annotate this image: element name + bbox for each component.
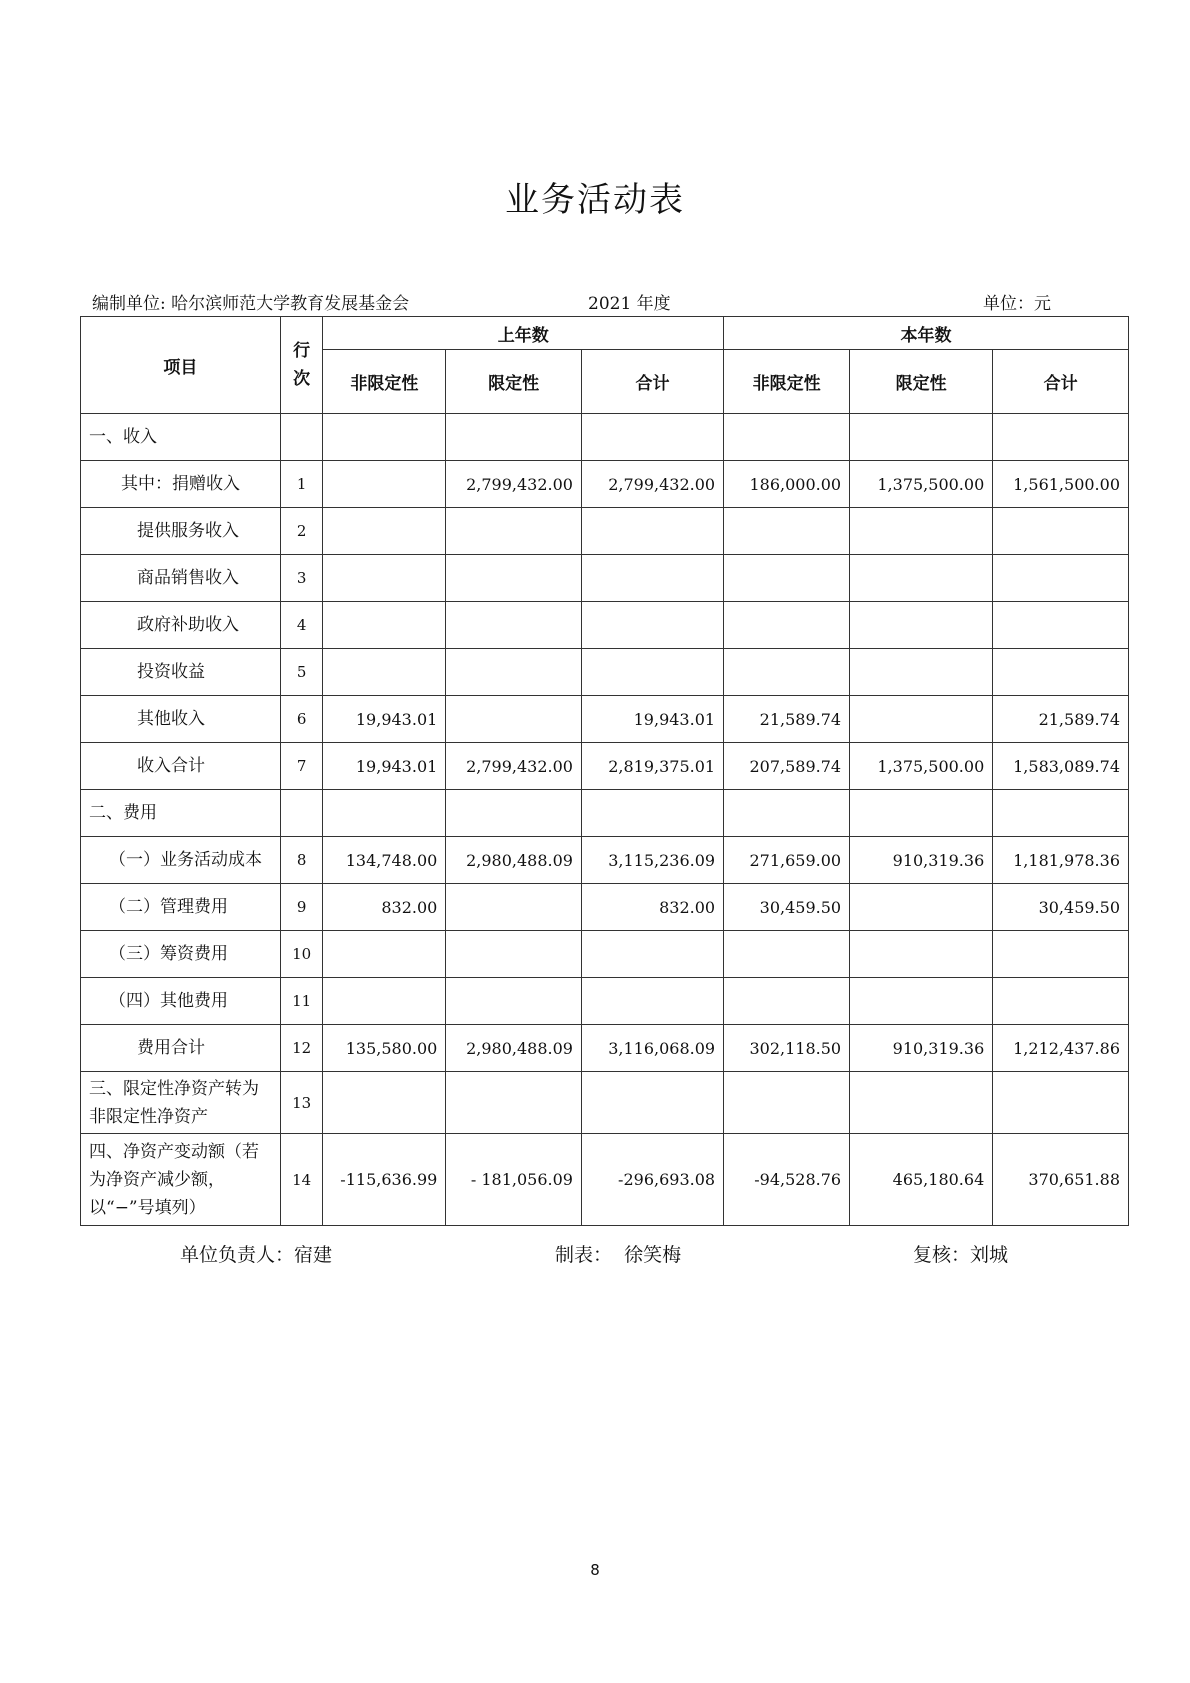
cell-prev-restricted — [446, 790, 582, 837]
row-label: 其他收入 — [81, 696, 281, 743]
cell-curr-unrestricted — [724, 508, 850, 555]
cell-prev-total: 3,115,236.09 — [581, 837, 723, 884]
header-item: 项目 — [81, 317, 281, 414]
row-line-number: 2 — [280, 508, 323, 555]
row-label: 提供服务收入 — [81, 508, 281, 555]
row-label: 商品销售收入 — [81, 555, 281, 602]
row-label: 收入合计 — [81, 743, 281, 790]
table-row — [81, 508, 1129, 555]
cell-prev-restricted: 2,799,432.00 — [446, 743, 582, 790]
table-row — [81, 884, 1129, 931]
cell-curr-total: 21,589.74 — [993, 696, 1129, 743]
table-row — [81, 790, 1129, 837]
cell-curr-total — [993, 931, 1129, 978]
cell-prev-unrestricted — [323, 555, 446, 602]
row-line-number: 8 — [280, 837, 323, 884]
row-line-number: 7 — [280, 743, 323, 790]
footer-reviewed-by: 复核：刘城 — [913, 1244, 1009, 1266]
cell-curr-unrestricted — [724, 414, 850, 461]
row-line-number: 9 — [280, 884, 323, 931]
cell-prev-total: 3,116,068.09 — [581, 1025, 723, 1072]
cell-prev-total — [581, 602, 723, 649]
cell-curr-restricted — [850, 414, 993, 461]
cell-curr-restricted — [850, 696, 993, 743]
reporting-entity: 编制单位: 哈尔滨师范大学教育发展基金会 — [92, 294, 410, 314]
cell-prev-total — [581, 931, 723, 978]
cell-prev-restricted — [446, 884, 582, 931]
header-row-top — [81, 317, 1129, 350]
cell-curr-total — [993, 414, 1129, 461]
cell-prev-unrestricted: 19,943.01 — [323, 743, 446, 790]
row-label: 二、费用 — [81, 790, 281, 837]
row-line-number: 4 — [280, 602, 323, 649]
cell-curr-restricted: 910,319.36 — [850, 837, 993, 884]
table-row — [81, 1072, 1129, 1134]
cell-prev-unrestricted: 134,748.00 — [323, 837, 446, 884]
row-line-number: 12 — [280, 1025, 323, 1072]
row-label: 一、收入 — [81, 414, 281, 461]
cell-curr-restricted: 1,375,500.00 — [850, 461, 993, 508]
cell-curr-restricted: 1,375,500.00 — [850, 743, 993, 790]
row-label: （二）管理费用 — [81, 884, 281, 931]
cell-curr-total: 1,212,437.86 — [993, 1025, 1129, 1072]
header-curr-restricted: 限定性 — [850, 350, 993, 414]
cell-curr-unrestricted: 207,589.74 — [724, 743, 850, 790]
cell-curr-unrestricted — [724, 790, 850, 837]
cell-curr-restricted — [850, 884, 993, 931]
row-label: 四、净资产变动额（若为净资产减少额，以“−”号填列） — [81, 1134, 281, 1226]
cell-curr-total: 370,651.88 — [993, 1134, 1129, 1226]
row-line-number — [280, 414, 323, 461]
cell-curr-unrestricted: 271,659.00 — [724, 837, 850, 884]
cell-curr-total — [993, 555, 1129, 602]
cell-prev-restricted: 2,980,488.09 — [446, 837, 582, 884]
header-curr-unrestricted: 非限定性 — [724, 350, 850, 414]
cell-curr-restricted — [850, 790, 993, 837]
row-label: （三）筹资费用 — [81, 931, 281, 978]
activity-statement-table — [80, 316, 1129, 1226]
table-row — [81, 602, 1129, 649]
cell-curr-unrestricted: 21,589.74 — [724, 696, 850, 743]
cell-curr-unrestricted: 186,000.00 — [724, 461, 850, 508]
cell-prev-restricted — [446, 649, 582, 696]
cell-prev-unrestricted: 135,580.00 — [323, 1025, 446, 1072]
footer-prepared-by: 制表： 徐笑梅 — [555, 1244, 682, 1266]
cell-prev-total — [581, 555, 723, 602]
table-row — [81, 931, 1129, 978]
cell-prev-unrestricted — [323, 978, 446, 1025]
cell-prev-restricted: - 181,056.09 — [446, 1134, 582, 1226]
cell-curr-unrestricted: 302,118.50 — [724, 1025, 850, 1072]
cell-prev-restricted — [446, 508, 582, 555]
cell-prev-unrestricted — [323, 602, 446, 649]
cell-prev-restricted: 2,799,432.00 — [446, 461, 582, 508]
cell-curr-restricted — [850, 978, 993, 1025]
cell-curr-total: 1,583,089.74 — [993, 743, 1129, 790]
cell-prev-total: 2,819,375.01 — [581, 743, 723, 790]
table-row — [81, 555, 1129, 602]
cell-prev-restricted — [446, 602, 582, 649]
cell-curr-restricted — [850, 508, 993, 555]
cell-curr-total — [993, 978, 1129, 1025]
table-row — [81, 649, 1129, 696]
cell-curr-total — [993, 1072, 1129, 1134]
cell-prev-total — [581, 978, 723, 1025]
table-row — [81, 1025, 1129, 1072]
cell-curr-total — [993, 649, 1129, 696]
row-label: （四）其他费用 — [81, 978, 281, 1025]
cell-curr-restricted — [850, 931, 993, 978]
header-curr-total: 合计 — [993, 350, 1129, 414]
reporting-year: 2021 年度 — [588, 294, 671, 314]
cell-curr-restricted — [850, 649, 993, 696]
row-label: 费用合计 — [81, 1025, 281, 1072]
cell-prev-unrestricted — [323, 1072, 446, 1134]
row-line-number: 3 — [280, 555, 323, 602]
cell-prev-unrestricted — [323, 461, 446, 508]
cell-curr-total: 1,561,500.00 — [993, 461, 1129, 508]
cell-prev-unrestricted: 832.00 — [323, 884, 446, 931]
row-line-number: 5 — [280, 649, 323, 696]
cell-prev-unrestricted — [323, 931, 446, 978]
cell-curr-restricted — [850, 1072, 993, 1134]
cell-prev-total: -296,693.08 — [581, 1134, 723, 1226]
table-row — [81, 1134, 1129, 1226]
cell-prev-restricted — [446, 414, 582, 461]
row-label: 三、限定性净资产转为非限定性净资产 — [81, 1072, 281, 1134]
cell-curr-total — [993, 790, 1129, 837]
cell-curr-restricted — [850, 555, 993, 602]
cell-prev-total — [581, 414, 723, 461]
table-row — [81, 461, 1129, 508]
cell-curr-unrestricted — [724, 555, 850, 602]
cell-prev-restricted — [446, 1072, 582, 1134]
table-row — [81, 414, 1129, 461]
page-number: 8 — [590, 1561, 600, 1579]
row-line-number: 14 — [280, 1134, 323, 1226]
cell-curr-unrestricted: -94,528.76 — [724, 1134, 850, 1226]
row-line-number: 10 — [280, 931, 323, 978]
footer-principal: 单位负责人：宿建 — [180, 1244, 333, 1266]
row-label: （一）业务活动成本 — [81, 837, 281, 884]
cell-curr-unrestricted — [724, 649, 850, 696]
cell-prev-total — [581, 649, 723, 696]
cell-curr-unrestricted — [724, 602, 850, 649]
cell-curr-total — [993, 508, 1129, 555]
cell-curr-total — [993, 602, 1129, 649]
cell-curr-unrestricted: 30,459.50 — [724, 884, 850, 931]
cell-prev-unrestricted — [323, 649, 446, 696]
cell-curr-unrestricted — [724, 1072, 850, 1134]
document-title: 业务活动表 — [505, 180, 685, 220]
row-line-number — [280, 790, 323, 837]
row-label: 政府补助收入 — [81, 602, 281, 649]
cell-curr-restricted: 465,180.64 — [850, 1134, 993, 1226]
header-prev-total: 合计 — [581, 350, 723, 414]
header-prev-unrestricted: 非限定性 — [323, 350, 446, 414]
table-row — [81, 743, 1129, 790]
header-line-no — [280, 317, 323, 414]
cell-prev-unrestricted — [323, 414, 446, 461]
header-line-text: 行次 — [293, 341, 311, 389]
cell-curr-restricted — [850, 602, 993, 649]
header-curr-year: 本年数 — [724, 317, 1129, 350]
cell-prev-total — [581, 508, 723, 555]
currency-unit: 单位：元 — [983, 294, 1051, 314]
row-label: 其中：捐赠收入 — [81, 461, 281, 508]
header-prev-restricted: 限定性 — [446, 350, 582, 414]
row-line-number: 13 — [280, 1072, 323, 1134]
cell-prev-unrestricted: -115,636.99 — [323, 1134, 446, 1226]
table-row — [81, 978, 1129, 1025]
cell-prev-restricted — [446, 978, 582, 1025]
cell-prev-total — [581, 1072, 723, 1134]
cell-curr-restricted: 910,319.36 — [850, 1025, 993, 1072]
cell-prev-restricted: 2,980,488.09 — [446, 1025, 582, 1072]
row-label: 投资收益 — [81, 649, 281, 696]
cell-prev-unrestricted — [323, 508, 446, 555]
header-prev-year: 上年数 — [323, 317, 724, 350]
row-line-number: 11 — [280, 978, 323, 1025]
row-line-number: 1 — [280, 461, 323, 508]
cell-prev-total: 19,943.01 — [581, 696, 723, 743]
cell-prev-total — [581, 790, 723, 837]
row-line-number: 6 — [280, 696, 323, 743]
cell-prev-restricted — [446, 555, 582, 602]
table-row — [81, 837, 1129, 884]
cell-prev-restricted — [446, 931, 582, 978]
cell-prev-unrestricted: 19,943.01 — [323, 696, 446, 743]
cell-curr-unrestricted — [724, 931, 850, 978]
cell-prev-total: 2,799,432.00 — [581, 461, 723, 508]
cell-curr-total: 30,459.50 — [993, 884, 1129, 931]
cell-curr-unrestricted — [724, 978, 850, 1025]
cell-prev-total: 832.00 — [581, 884, 723, 931]
cell-prev-unrestricted — [323, 790, 446, 837]
cell-prev-restricted — [446, 696, 582, 743]
cell-curr-total: 1,181,978.36 — [993, 837, 1129, 884]
table-row — [81, 696, 1129, 743]
